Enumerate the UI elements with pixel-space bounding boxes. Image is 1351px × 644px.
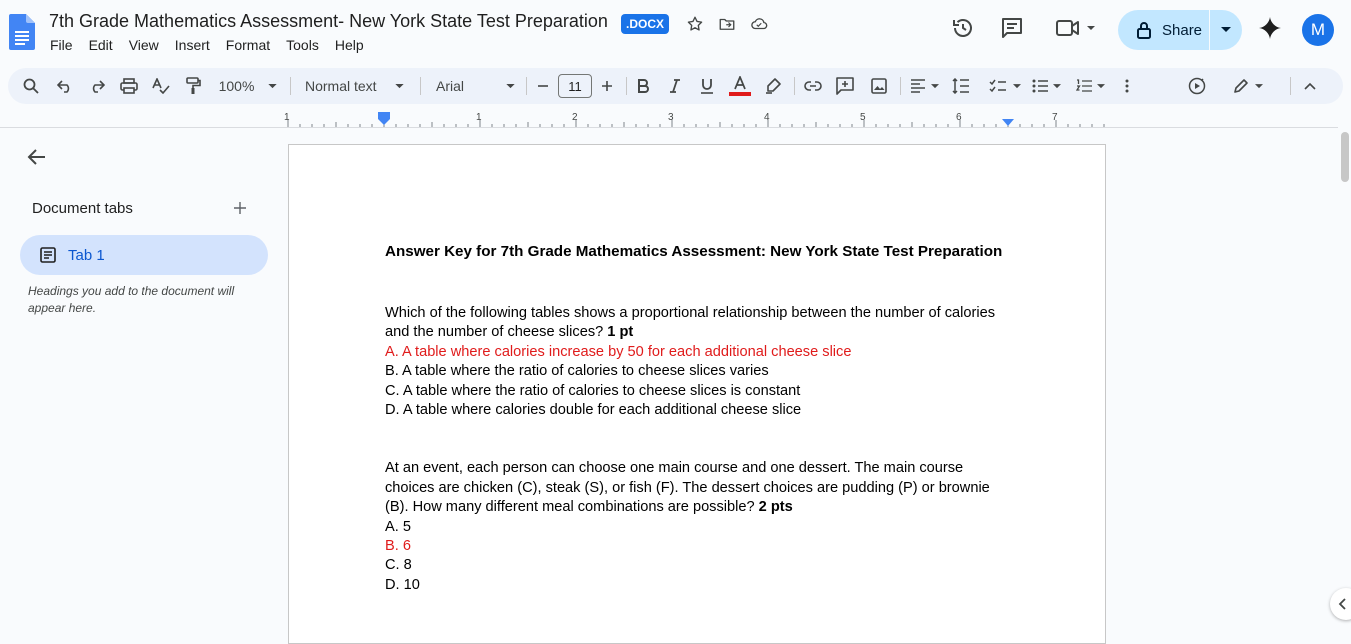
caret-down-icon — [1221, 27, 1231, 33]
menu-tools[interactable]: Tools — [286, 37, 319, 53]
first-line-indent-marker[interactable] — [378, 112, 390, 115]
scrollbar-thumb[interactable] — [1341, 132, 1349, 182]
paint-format-icon[interactable] — [182, 68, 204, 104]
font-size-input[interactable]: 11 — [558, 74, 592, 98]
zoom-select[interactable] — [213, 68, 283, 104]
hide-menus-icon[interactable] — [1299, 68, 1321, 104]
document-title[interactable]: 7th Grade Mathematics Assessment- New York State Test Preparation — [49, 11, 608, 31]
caret-down-icon — [268, 84, 277, 89]
document-body[interactable] — [385, 241, 1015, 595]
document-page[interactable] — [288, 144, 1106, 644]
answer-option: B. A table where the ratio of calories to cheese slices varies — [385, 363, 769, 380]
zoom-value: 100% — [218, 78, 255, 94]
answer-option: D. 10 — [385, 576, 420, 593]
separator — [794, 77, 795, 95]
docs-logo-icon[interactable] — [9, 14, 35, 50]
plus-icon — [601, 80, 613, 92]
bulleted-list-select[interactable] — [1028, 68, 1064, 104]
document-tabs-heading: Document tabs — [32, 200, 133, 217]
ruler-number: 2 — [572, 112, 578, 123]
ruler-number: 5 — [860, 112, 866, 123]
answer-option-correct: B. 6 — [385, 538, 411, 555]
share-dropdown[interactable] — [1210, 10, 1242, 50]
answer-option: A. 5 — [385, 518, 411, 535]
toolbar — [8, 68, 1343, 104]
answer-option-correct: A. A table where calories increase by 50 for each additional cheese slice — [385, 343, 852, 360]
caret-down-icon — [395, 84, 404, 89]
comments-icon[interactable] — [999, 15, 1025, 41]
document-icon — [40, 247, 56, 263]
question-1-points: 1 pt — [607, 324, 634, 341]
star-icon[interactable] — [684, 13, 706, 35]
ruler-number: 4 — [764, 112, 770, 123]
menu-bar — [50, 37, 380, 53]
caret-down-icon — [506, 84, 515, 89]
checklist-select[interactable] — [982, 68, 1028, 104]
print-icon[interactable] — [118, 68, 140, 104]
increase-font-size-button[interactable] — [596, 68, 618, 104]
smart-compose-icon[interactable] — [1186, 68, 1208, 104]
caret-down-icon — [931, 84, 939, 89]
caret-down-icon — [1013, 84, 1021, 89]
indent-marker[interactable] — [378, 115, 390, 125]
align-select[interactable] — [906, 68, 942, 104]
numbered-list-icon — [1076, 79, 1092, 93]
style-value: Normal text — [305, 78, 377, 94]
more-options-icon[interactable] — [1116, 68, 1138, 104]
docx-badge: .DOCX — [621, 14, 669, 34]
meet-icon[interactable] — [1054, 15, 1100, 41]
redo-icon[interactable] — [86, 68, 108, 104]
menu-insert[interactable]: Insert — [174, 37, 210, 53]
question-2 — [385, 459, 1015, 517]
menu-view[interactable]: View — [128, 37, 159, 53]
checklist-icon — [989, 79, 1007, 93]
chevron-left-icon — [1338, 598, 1346, 610]
headings-hint: Headings you add to the document will appear here. — [28, 284, 235, 315]
share-label: Share — [1162, 21, 1203, 39]
font-value: Arial — [436, 78, 465, 94]
share-button-group — [1118, 10, 1242, 50]
separator — [900, 77, 901, 95]
decrease-font-size-button[interactable] — [532, 68, 554, 104]
tab-1-label: Tab 1 — [68, 246, 105, 264]
caret-down-icon — [1255, 84, 1263, 89]
editing-mode-select[interactable] — [1230, 68, 1266, 104]
bulleted-list-icon — [1032, 79, 1048, 93]
undo-icon[interactable] — [54, 68, 76, 104]
underline-icon[interactable] — [696, 68, 718, 104]
style-select[interactable] — [298, 68, 410, 104]
text-color-icon[interactable] — [728, 68, 752, 104]
align-left-icon — [910, 79, 926, 93]
avatar[interactable]: M — [1302, 14, 1334, 46]
question-1-text: Which of the following tables shows a proportional relationship between the number of calories and the number of cheese slices? — [385, 305, 996, 341]
bold-icon[interactable] — [632, 68, 654, 104]
gemini-icon[interactable] — [1257, 15, 1283, 41]
font-select[interactable] — [428, 68, 520, 104]
ruler-number: 7 — [1052, 112, 1058, 123]
caret-down-icon — [1097, 84, 1105, 89]
menu-format[interactable]: Format — [225, 37, 271, 53]
lock-icon — [1136, 21, 1152, 39]
add-comment-icon[interactable] — [834, 68, 856, 104]
separator — [626, 77, 627, 95]
tab-1[interactable] — [20, 235, 268, 275]
insert-image-icon[interactable] — [868, 68, 890, 104]
version-history-icon[interactable] — [950, 15, 976, 41]
numbered-list-select[interactable] — [1072, 68, 1108, 104]
document-heading: Answer Key for 7th Grade Mathematics Assessment: New York State Test Preparation — [385, 243, 1003, 260]
insert-link-icon[interactable] — [802, 68, 824, 104]
italic-icon[interactable] — [664, 68, 686, 104]
separator — [290, 77, 291, 95]
separator — [526, 77, 527, 95]
highlight-color-icon[interactable] — [762, 68, 784, 104]
back-arrow-icon[interactable] — [26, 146, 48, 168]
answer-option: D. A table where calories double for each additional cheese slice — [385, 402, 802, 419]
separator — [420, 77, 421, 95]
line-spacing-icon[interactable] — [950, 68, 972, 104]
minus-icon — [537, 80, 549, 92]
add-tab-icon[interactable] — [232, 200, 248, 216]
side-panel-toggle[interactable] — [1330, 588, 1351, 620]
cloud-saved-icon[interactable] — [748, 13, 770, 35]
menu-help[interactable]: Help — [334, 37, 364, 53]
ruler[interactable] — [280, 110, 1110, 128]
ruler-number: 1 — [476, 112, 482, 123]
separator — [1290, 77, 1291, 95]
menu-file[interactable]: File — [50, 37, 73, 53]
pencil-icon — [1233, 78, 1249, 94]
caret-down-icon — [1053, 84, 1061, 89]
question-2-points: 2 pts — [758, 499, 793, 516]
question-2-text: At an event, each person can choose one main course and one dessert. The main course choices are chicken (C), steak (S), or fish (F). The dessert choices are pudding (P) or brownie (B). How many different meal combinations are possible? — [385, 460, 990, 516]
spellcheck-icon[interactable] — [150, 68, 172, 104]
search-menus-icon[interactable] — [20, 68, 42, 104]
divider — [0, 127, 1338, 128]
menu-edit[interactable]: Edit — [88, 37, 113, 53]
ruler-number: 6 — [956, 112, 962, 123]
ruler-number: 3 — [668, 112, 674, 123]
answer-option: C. 8 — [385, 557, 412, 574]
title-bar — [0, 0, 1351, 64]
right-indent-marker[interactable] — [1002, 119, 1014, 126]
question-1 — [385, 304, 1015, 343]
share-button[interactable] — [1118, 10, 1210, 50]
answer-option: C. A table where the ratio of calories to cheese slices is constant — [385, 382, 801, 399]
move-folder-icon[interactable] — [716, 13, 738, 35]
ruler-number: 1 — [284, 112, 290, 123]
